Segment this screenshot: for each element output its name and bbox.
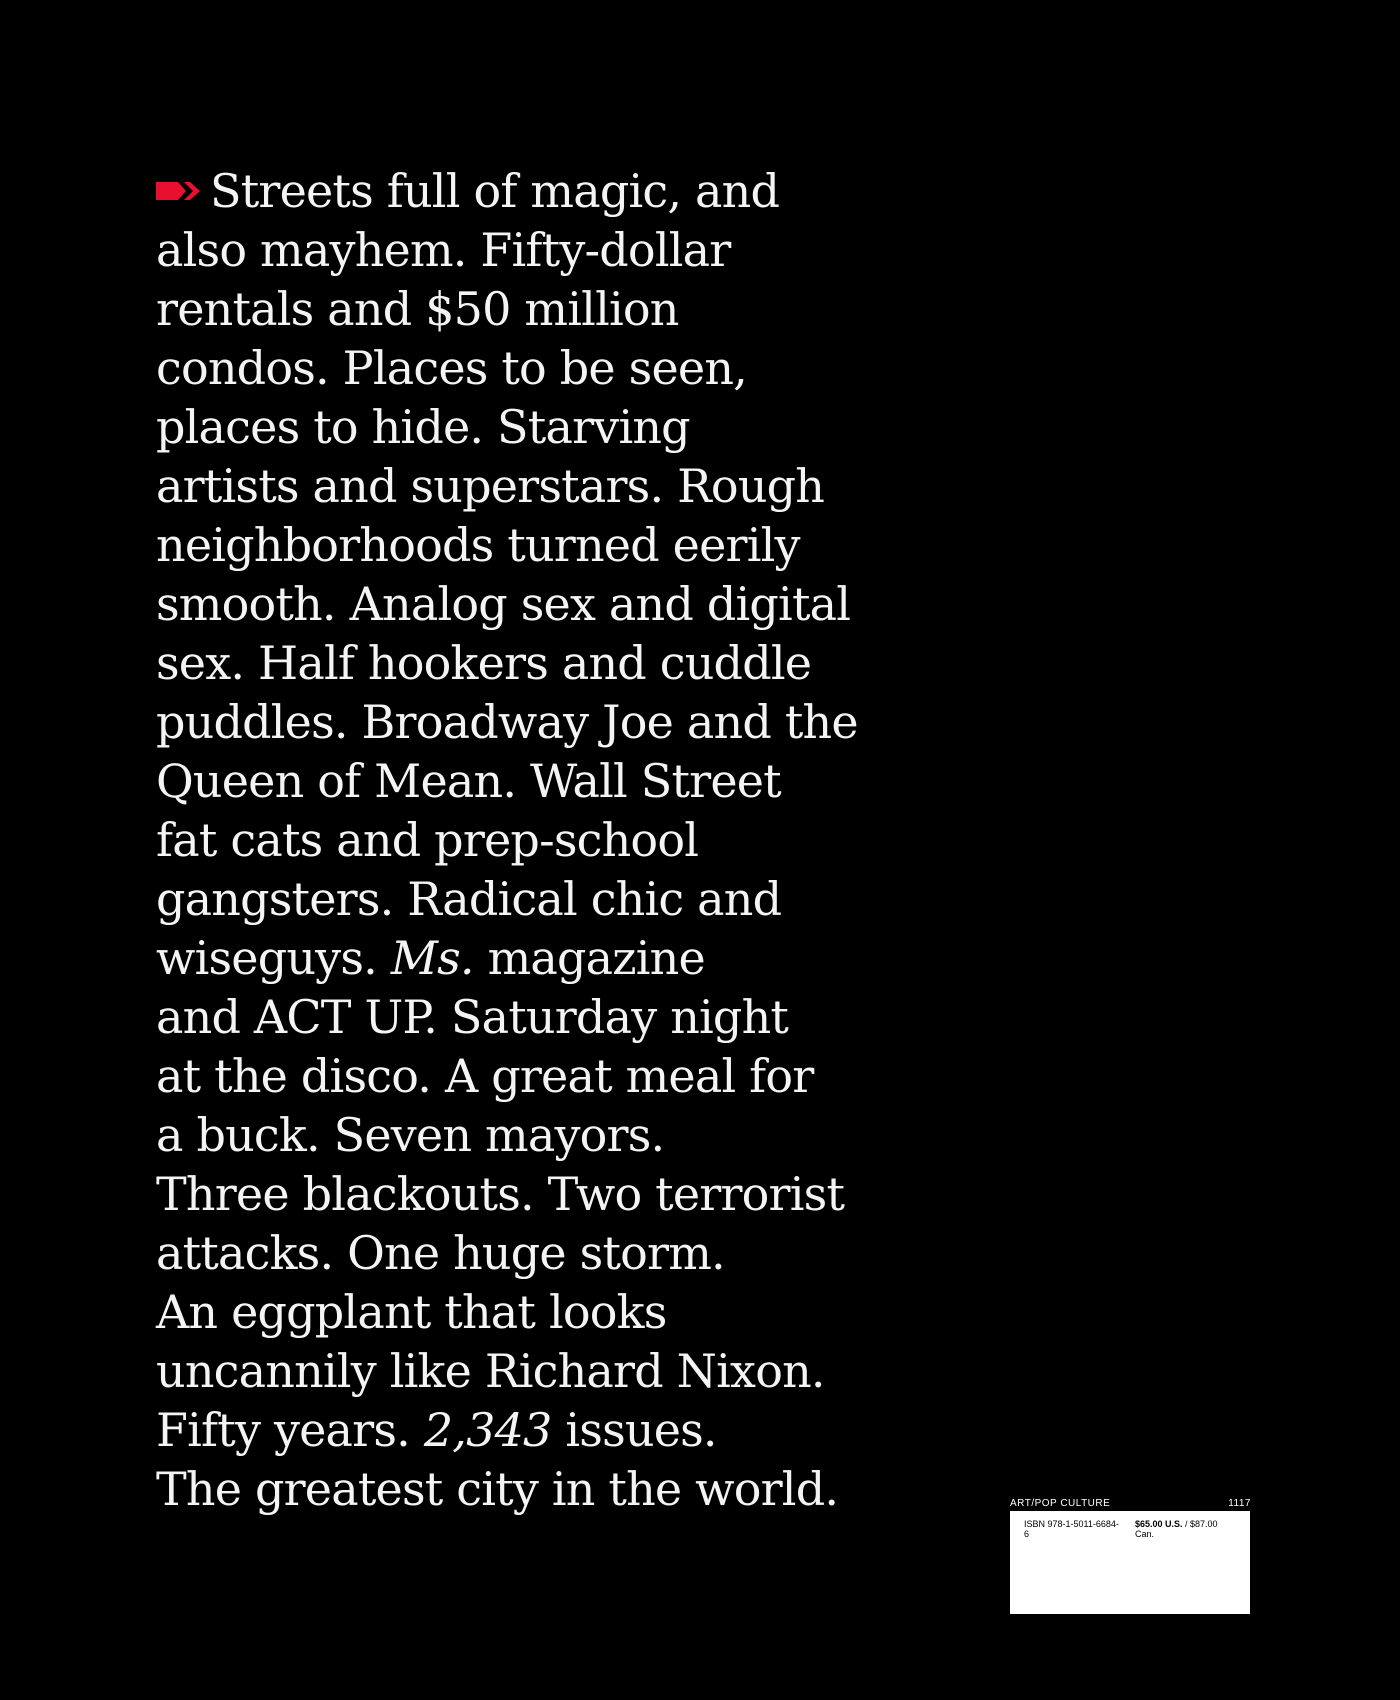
blurb-line: wiseguys. Ms. magazine [156, 931, 705, 985]
blurb-line: attacks. One huge storm. [156, 1226, 725, 1280]
cover-blurb [156, 162, 876, 1519]
blurb-line: An eggplant that looks [156, 1285, 667, 1339]
blurb-line: artists and superstars. Rough [156, 459, 825, 513]
blurb-line: condos. Places to be seen, [156, 341, 747, 395]
blurb-line: sex. Half hookers and cuddle [156, 636, 812, 690]
blurb-line: Three blackouts. Two terrorist [156, 1167, 845, 1221]
blurb-line: fat cats and prep-school [156, 813, 699, 867]
blurb-line: Queen of Mean. Wall Street [156, 754, 781, 808]
red-double-arrow-icon [156, 176, 204, 206]
isbn: ISBN 978-1-5011-6684-6 [1024, 1519, 1119, 1539]
blurb-line: and ACT UP. Saturday night [156, 990, 789, 1044]
barcode-box [1010, 1511, 1250, 1614]
barcode-header [1010, 1497, 1251, 1511]
blurb-line: uncannily like Richard Nixon. [156, 1344, 825, 1398]
blurb-line: puddles. Broadway Joe and the [156, 695, 858, 749]
price: $65.00 U.S. / $87.00 Can. [1134, 1519, 1218, 1539]
blurb-line: neighborhoods turned eerily [156, 518, 800, 572]
blurb-line: a buck. Seven mayors. [156, 1108, 665, 1162]
blurb-line: The greatest city in the world. [156, 1462, 839, 1516]
blurb-line: smooth. Analog sex and digital [156, 577, 851, 631]
barcode-area [1010, 1497, 1251, 1617]
issue-count: 2,343 [423, 1403, 552, 1457]
category-code: 1117 [1228, 1498, 1251, 1509]
blurb-line: rentals and $50 million [156, 282, 679, 336]
magazine-title: Ms. [390, 931, 474, 985]
book-category: ART/POP CULTURE [1010, 1498, 1111, 1509]
blurb-line: gangsters. Radical chic and [156, 872, 782, 926]
blurb-line: places to hide. Starving [156, 400, 690, 454]
blurb-line: at the disco. A great meal for [156, 1049, 814, 1103]
blurb-line: Streets full of magic, and [156, 162, 876, 221]
blurb-line: Fifty years. 2,343 issues. [156, 1403, 717, 1457]
blurb-line: also mayhem. Fifty-dollar [156, 223, 731, 277]
